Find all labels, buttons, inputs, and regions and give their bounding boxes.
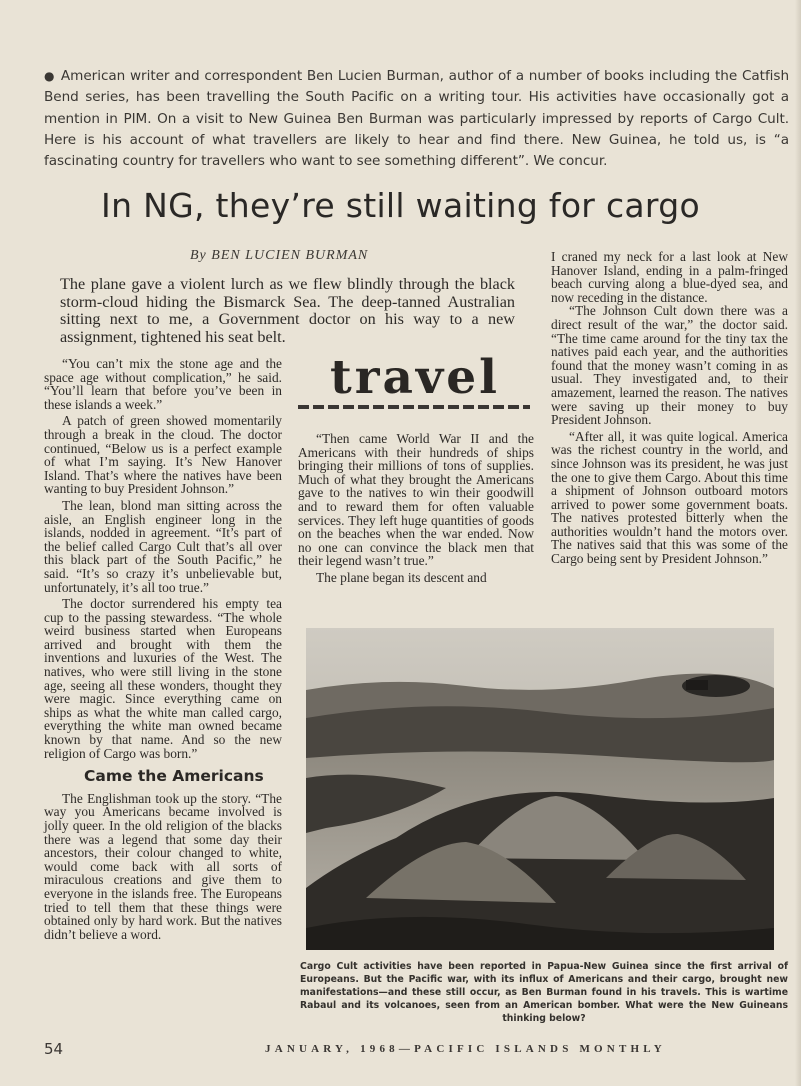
lede-paragraph: The plane gave a violent lurch as we flew blindly through the black storm-cloud hiding the Bismarck Sea. The deep-tanned Australian sitting next to me, a Government doctor on his way to a new assignment, tightened his seat belt. (60, 275, 515, 346)
paragraph: “Then came World War II and the Americans with their hundreds of ships bringing their millions of tons of supplies. Much of what they brought the Americans gave to the natives to win their goodwill and to reward them for often valuable services. They left huge quantities of goods on the beaches when the war ended. Now no one can convince the black men that their legend wasn’t true.” (298, 431, 534, 569)
column-left (44, 357, 282, 941)
paragraph: The doctor surrendered his empty tea cup to the passing stewardess. “The whole weird business started when Europeans arrived and brought with them the inventions and luxuries of the West. The natives, who were still living in the stone age, seeing all these wonders, thought they were magic. Since everything came on ships as what the white man called cargo, everything the white man owned became known by that name. And so the new religion of Cargo was born.” (44, 596, 282, 761)
publication-line: JANUARY, 1968—PACIFIC ISLANDS MONTHLY (265, 1043, 666, 1055)
section-subhead: Came the Americans (84, 767, 264, 786)
page-edge-shadow (795, 0, 801, 1086)
page-number: 54 (44, 1040, 64, 1058)
article-headline: In NG, they’re still waiting for cargo (101, 186, 700, 225)
intro-paragraph (44, 66, 789, 172)
paragraph: “You can’t mix the stone age and the space age without complication,” he said. “You’ll learn that before you’ve been in these islands a week.” (44, 356, 282, 412)
bullet-icon: ● (44, 69, 55, 83)
paragraph: A patch of green showed momentarily through a break in the cloud. The doctor continued, “Below us is a perfect example of what I’m saying. It’s New Hanover Island. That’s where the natives have been wanting to buy President Johnson.” (44, 413, 282, 497)
column-middle (298, 432, 534, 585)
paragraph: “After all, it was quite logical. America was the richest country in the world, and since Johnson was its president, he was just the one to give them Cargo. About this time a shipment of Johnson outboard motors arrived to power some government boats. The natives protested bitterly when the authorities wouldn’t hand the motors over. The natives said that this was some of the Cargo being sent by President Johnson.” (551, 428, 788, 567)
column-right (551, 250, 788, 566)
paragraph: The lean, blond man sitting across the aisle, an English engineer long in the islands, nodded in agreement. “It’s part of the belief called Cargo Cult that’s all over this black part of the South Pacific,” he said. “It’s so crazy it’s unbelievable but, unfortunately, it’s all too true.” (44, 497, 282, 595)
paragraph: The plane began its descent and (316, 569, 487, 585)
paragraph: “The Johnson Cult down there was a direct result of the war,” the doctor said. “The time came around for the tiny tax the natives paid each year, and the authorities found that the money wasn’t coming in as usual. They investigated and, to their amazement, learned the reason. The natives were saving up their money to buy President Johnson. (551, 303, 788, 428)
aerial-photo-rabaul-volcanoes (306, 628, 774, 950)
dashed-rule (298, 405, 530, 409)
paragraph: I craned my neck for a last look at New Hanover Island, ending in a palm-fringed beach curving along a blue-dyed sea, and now receding in the distance. (551, 249, 788, 305)
photo-caption: Cargo Cult activities have been reported in Papua-New Guinea since the first arrival of Europeans. But the Pacific war, with its influx of Americans and their cargo, brought new manifestations—and these still occur, as Ben Burman found in his travels. This is wartime Rabaul and its volcanoes, seen from an American bomber. What were the New Guineans thinking below? (300, 961, 788, 1024)
intro-text: American writer and correspondent Ben Lucien Burman, author of a number of books including the Catfish Bend series, has been travelling the South Pacific on a writing tour. His activities have occasionally got a mention in PIM. On a visit to New Guinea Ben Burman was particularly impressed by reports of Cargo Cult. Here is his account of what travellers are likely to hear and find there. New Guinea, he told us, is “a fascinating country for travellers who want to see something different”. We concur. (44, 68, 790, 170)
byline: By BEN LUCIEN BURMAN (190, 248, 369, 263)
paragraph: The Englishman took up the story. “The way you Americans became involved is jolly queer. In the old religion of the blacks there was a legend that some day their ancestors, their colour changed to white, would come back with all sorts of miraculous creations and give them to everyone in the islands free. The Europeans tried to tell them that these things were obtained only by hard work. But the natives didn’t believe a word. (44, 790, 282, 942)
page-footer (0, 1040, 801, 1064)
section-label-travel: travel (330, 350, 500, 405)
